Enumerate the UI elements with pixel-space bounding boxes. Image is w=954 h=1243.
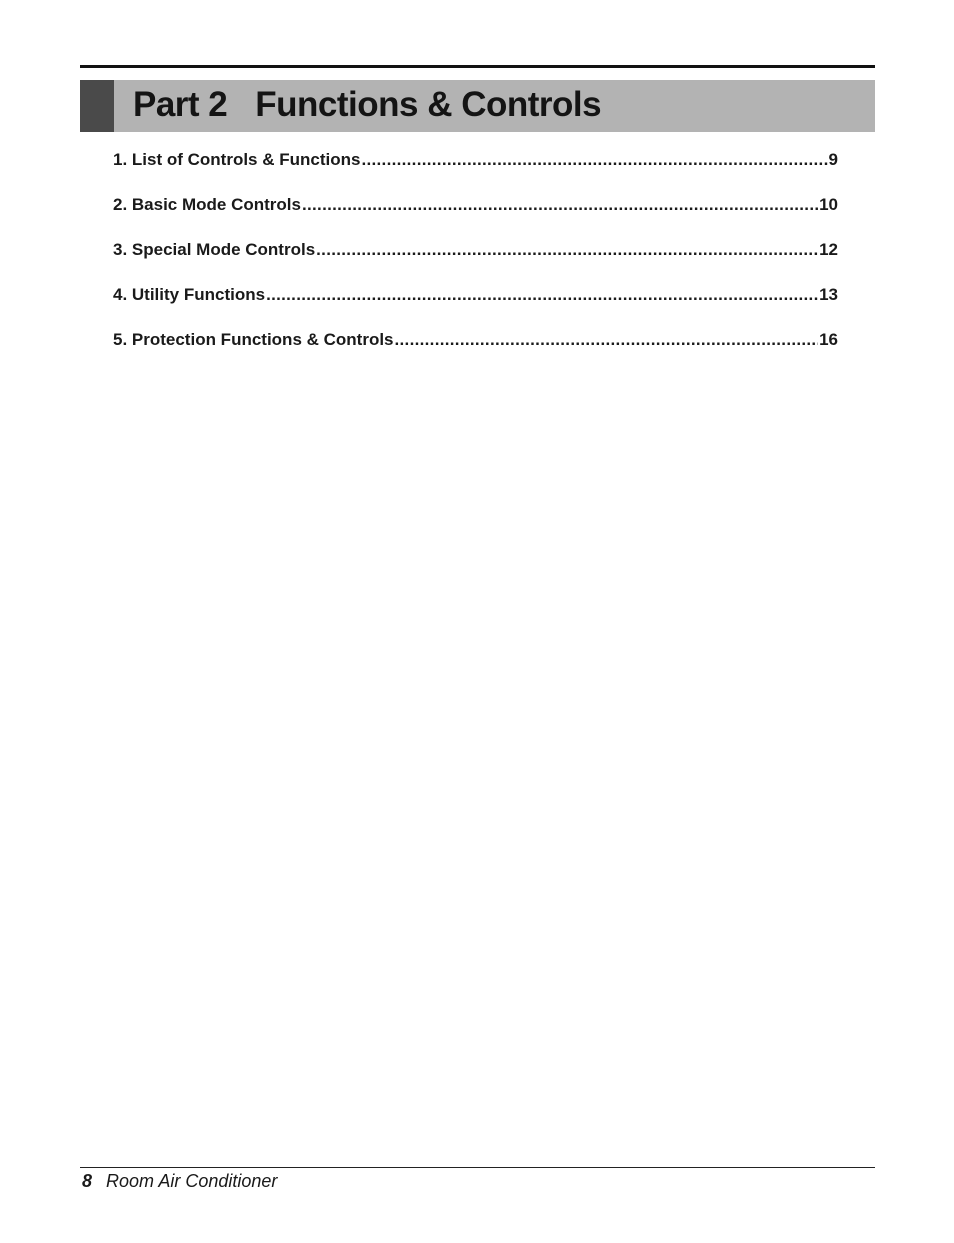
part-header — [80, 80, 875, 132]
toc-dot-leader — [395, 330, 819, 350]
toc-entry-page: 13 — [819, 285, 838, 304]
toc-entry-page: 16 — [819, 330, 838, 349]
top-rule — [80, 65, 875, 68]
toc-entry-page: 12 — [819, 240, 838, 259]
toc-entry-title: 2. Basic Mode Controls — [113, 195, 301, 214]
toc-entry-utility-functions[interactable] — [113, 285, 838, 330]
toc-dot-leader — [266, 285, 818, 305]
toc-entry-title: 4. Utility Functions — [113, 285, 266, 304]
toc-entry-list-of-controls[interactable] — [113, 150, 838, 195]
toc-dot-leader — [316, 240, 818, 260]
table-of-contents — [113, 150, 838, 375]
toc-entry-special-mode-controls[interactable] — [113, 240, 838, 285]
toc-dot-leader — [361, 150, 827, 170]
part-name: Functions & Controls — [255, 85, 602, 124]
header-tab-block — [80, 80, 114, 132]
toc-entry-title: 5. Protection Functions & Controls — [113, 330, 394, 349]
toc-entry-page: 10 — [819, 195, 838, 214]
toc-entry-title: 3. Special Mode Controls — [113, 240, 316, 259]
footer-page-number: 8 — [82, 1171, 93, 1191]
toc-entry-basic-mode-controls[interactable] — [113, 195, 838, 240]
toc-dot-leader — [302, 195, 818, 215]
part-title — [133, 80, 601, 132]
footer-rule — [80, 1167, 875, 1168]
toc-entry-page: 9 — [828, 150, 838, 169]
footer-doc-title: Room Air Conditioner — [106, 1171, 278, 1191]
toc-entry-title: 1. List of Controls & Functions — [113, 150, 361, 169]
toc-entry-protection-functions[interactable] — [113, 330, 838, 375]
part-label: Part 2 — [133, 85, 228, 124]
page-footer — [82, 1171, 277, 1192]
